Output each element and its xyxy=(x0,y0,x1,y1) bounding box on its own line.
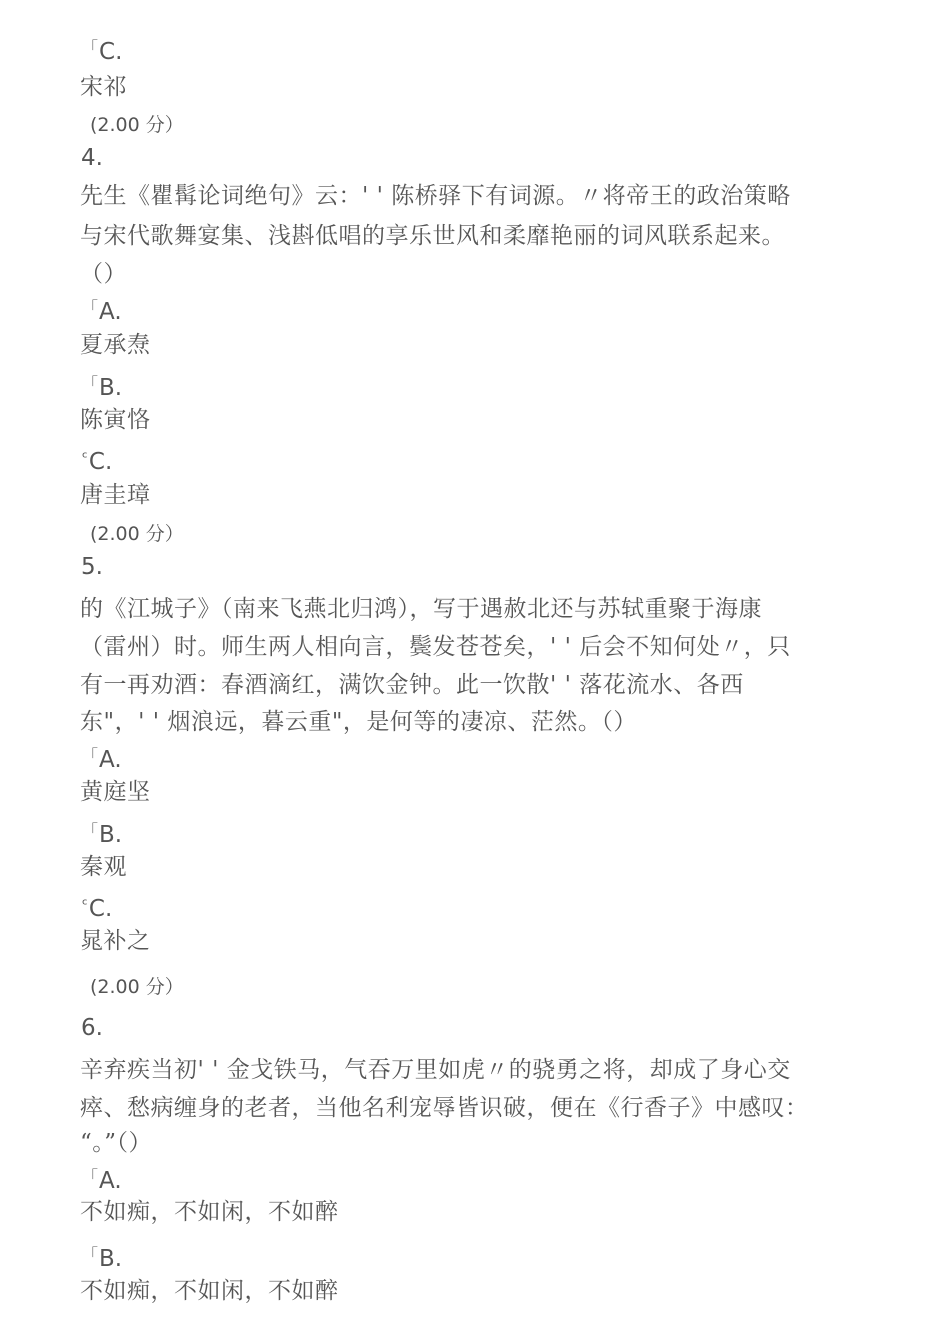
option-label: B. xyxy=(99,1246,123,1272)
text-line: 不如痴，不如闲，不如醉 xyxy=(80,1199,339,1225)
text-line: （雷州）时。师生两人相向言，鬓发苍苍矣，' ' 后会不知何处〃，只 xyxy=(80,634,791,660)
radio-marker-icon[interactable]: 「 xyxy=(82,821,99,840)
option-c-radio[interactable] xyxy=(82,33,122,67)
text-line: 不如痴，不如闲，不如醉 xyxy=(80,1278,339,1304)
option-label: C. xyxy=(99,39,123,65)
text-line: 东"，' ' 烟浪远，暮云重"，是何等的凄凉、茫然。（） xyxy=(80,709,637,735)
text-line: 的《江城子》（南来飞燕北归鸿），写于遇赦北还与苏轼重聚于海康 xyxy=(80,596,762,622)
text-line: 晁补之 xyxy=(80,928,151,954)
text-line: 秦观 xyxy=(80,854,127,880)
text-line: （） xyxy=(80,261,127,287)
text-line: 瘁、愁病缠身的老者，当他名利宠辱皆识破，便在《行香子》中感叹： xyxy=(80,1095,809,1121)
option-label: B. xyxy=(99,375,123,401)
text-line: 唐圭璋 xyxy=(80,482,151,508)
option-b-radio[interactable] xyxy=(82,816,122,850)
text-line: 先生《瞿髯论词绝句》云：' ' 陈桥驿下有词源。〃将帝王的政治策略 xyxy=(80,183,791,209)
option-label: A. xyxy=(99,1168,122,1194)
text-line: 黄庭坚 xyxy=(80,779,151,805)
text-line: 宋祁 xyxy=(80,74,127,100)
option-c-radio[interactable] xyxy=(82,890,112,924)
question-number: 5. xyxy=(81,554,103,580)
text-line: 与宋代歌舞宴集、浅斟低唱的享乐世风和柔靡艳丽的词风联系起来。 xyxy=(80,223,785,249)
question-number: 4. xyxy=(81,145,103,171)
option-label: C. xyxy=(88,449,113,475)
score-label: (2.00 分） xyxy=(90,114,184,136)
question-number: 6. xyxy=(81,1015,103,1041)
text-line: 辛弃疾当初' ' 金戈铁马，气吞万里如虎〃的骁勇之将，却成了身心交 xyxy=(80,1057,791,1083)
option-label: A. xyxy=(99,299,122,325)
radio-marker-icon[interactable]: ᶜ xyxy=(82,895,88,914)
option-c-radio[interactable] xyxy=(82,443,112,477)
text-line: 有一再劝酒：春酒滴红，满饮金钟。此一饮散' ' 落花流水、各西 xyxy=(80,672,744,698)
option-a-radio[interactable] xyxy=(82,1162,122,1196)
text-line: 陈寅恪 xyxy=(80,407,151,433)
radio-marker-icon[interactable]: 「 xyxy=(82,1167,99,1186)
radio-marker-icon[interactable]: ᶜ xyxy=(82,448,88,467)
radio-marker-icon[interactable]: 「 xyxy=(82,746,99,765)
option-b-radio[interactable] xyxy=(82,369,122,403)
text-line: “。”（） xyxy=(80,1130,153,1156)
radio-marker-icon[interactable]: 「 xyxy=(82,38,99,57)
option-label: A. xyxy=(99,747,122,773)
score-label: (2.00 分） xyxy=(90,523,184,545)
option-label: B. xyxy=(99,822,123,848)
option-label: C. xyxy=(88,896,113,922)
option-b-radio[interactable] xyxy=(82,1240,122,1274)
text-line: 夏承焘 xyxy=(80,332,151,358)
option-a-radio[interactable] xyxy=(82,293,122,327)
radio-marker-icon[interactable]: 「 xyxy=(82,298,99,317)
radio-marker-icon[interactable]: 「 xyxy=(82,374,99,393)
option-a-radio[interactable] xyxy=(82,741,122,775)
score-label: (2.00 分） xyxy=(90,976,184,998)
radio-marker-icon[interactable]: 「 xyxy=(82,1245,99,1264)
